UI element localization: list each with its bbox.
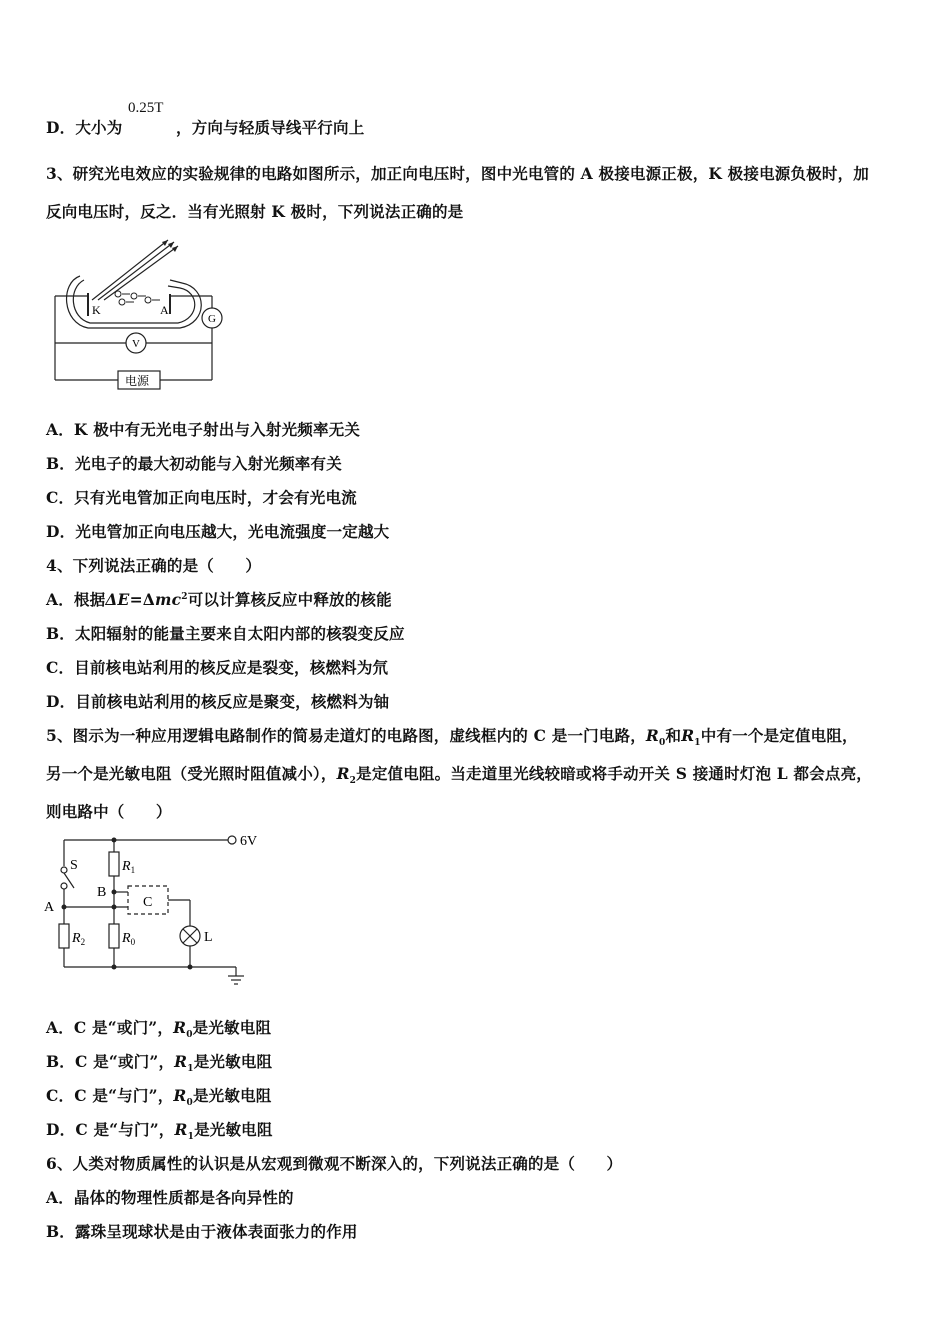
q5-option-c: C．C 是“与门”，$R_0$是光敏电阻	[46, 1086, 272, 1109]
q5-option-b: B．C 是“或门”，$R_1$是光敏电阻	[46, 1052, 273, 1075]
q4-option-a: A．根据ΔE=Δmc$^2$可以计算核反应中释放的核能	[46, 590, 392, 609]
label-6v: 6V	[240, 834, 258, 849]
photoelectric-circuit-diagram	[50, 228, 230, 393]
label-r0: $R_0$	[122, 931, 136, 947]
label-k: K	[92, 303, 101, 317]
q3-stem-line2: 反向电压时，反之．当有光照射 K 极时，下列说法正确的是	[46, 202, 464, 221]
q4-stem: 4、下列说法正确的是（ ）	[46, 556, 262, 575]
label-v: V	[132, 338, 140, 350]
q6-option-b: B．露珠呈现球状是由于液体表面张力的作用	[46, 1222, 358, 1241]
label-a: A	[160, 303, 169, 317]
q3-option-d: D．光电管加正向电压越大，光电流强度一定越大	[46, 522, 390, 541]
q5-stem-line3: 则电路中（ ）	[46, 802, 172, 821]
label-power: 电源	[125, 374, 150, 388]
label-a: A	[44, 900, 55, 915]
q4-option-b: B．太阳辐射的能量主要来自太阳内部的核裂变反应	[46, 624, 405, 643]
label-g: G	[208, 313, 216, 325]
q2-option-d-suffix: ，方向与轻质导线平行向上	[176, 118, 365, 137]
q3-stem-line1: 3、研究光电效应的实验规律的电路如图所示，加正向电压时，图中光电管的 A 极接电源正极，K 极接电源负极时，加	[46, 164, 869, 183]
label-b: B	[97, 885, 107, 900]
label-r1: $R_1$	[122, 859, 136, 875]
q3-option-a: A．K 极中有无光电子射出与入射光频率无关	[46, 420, 361, 439]
label-c: C	[143, 895, 153, 910]
q4-option-c: C．目前核电站利用的核反应是裂变，核燃料为氘	[46, 658, 389, 677]
q6-stem: 6、人类对物质属性的认识是从宏观到微观不断深入的，下列说法正确的是（ ）	[46, 1154, 623, 1173]
q6-option-a: A．晶体的物理性质都是各向异性的	[46, 1188, 294, 1207]
label-l: L	[204, 930, 213, 945]
label-r2: $R_2$	[72, 931, 86, 947]
logic-circuit-diagram	[42, 830, 272, 995]
label-s: S	[70, 858, 78, 873]
q2-option-d: D．大小为	[46, 118, 123, 137]
q4-option-d: D．目前核电站利用的核反应是聚变，核燃料为铀	[46, 692, 390, 711]
q5-option-a: A．C 是“或门”，$R_0$是光敏电阻	[46, 1018, 272, 1041]
q2-option-d-value: 0.25T	[128, 100, 164, 116]
q5-stem-line1: 5、图示为一种应用逻辑电路制作的简易走道灯的电路图，虚线框内的 C 是一门电路，$R_0$和$R_1$中有一个是定值电阻，	[46, 726, 858, 749]
q3-option-c: C．只有光电管加正向电压时，才会有光电流	[46, 488, 357, 507]
q5-option-d: D．C 是“与门”，$R_1$是光敏电阻	[46, 1120, 273, 1143]
q3-option-b: B．光电子的最大初动能与入射光频率有关	[46, 454, 342, 473]
q5-stem-line2: 另一个是光敏电阻（受光照时阻值减小），$R_2$是定值电阻。当走道里光线较暗或将手动开关 S 接通时灯泡 L 都会点亮，	[46, 764, 873, 787]
